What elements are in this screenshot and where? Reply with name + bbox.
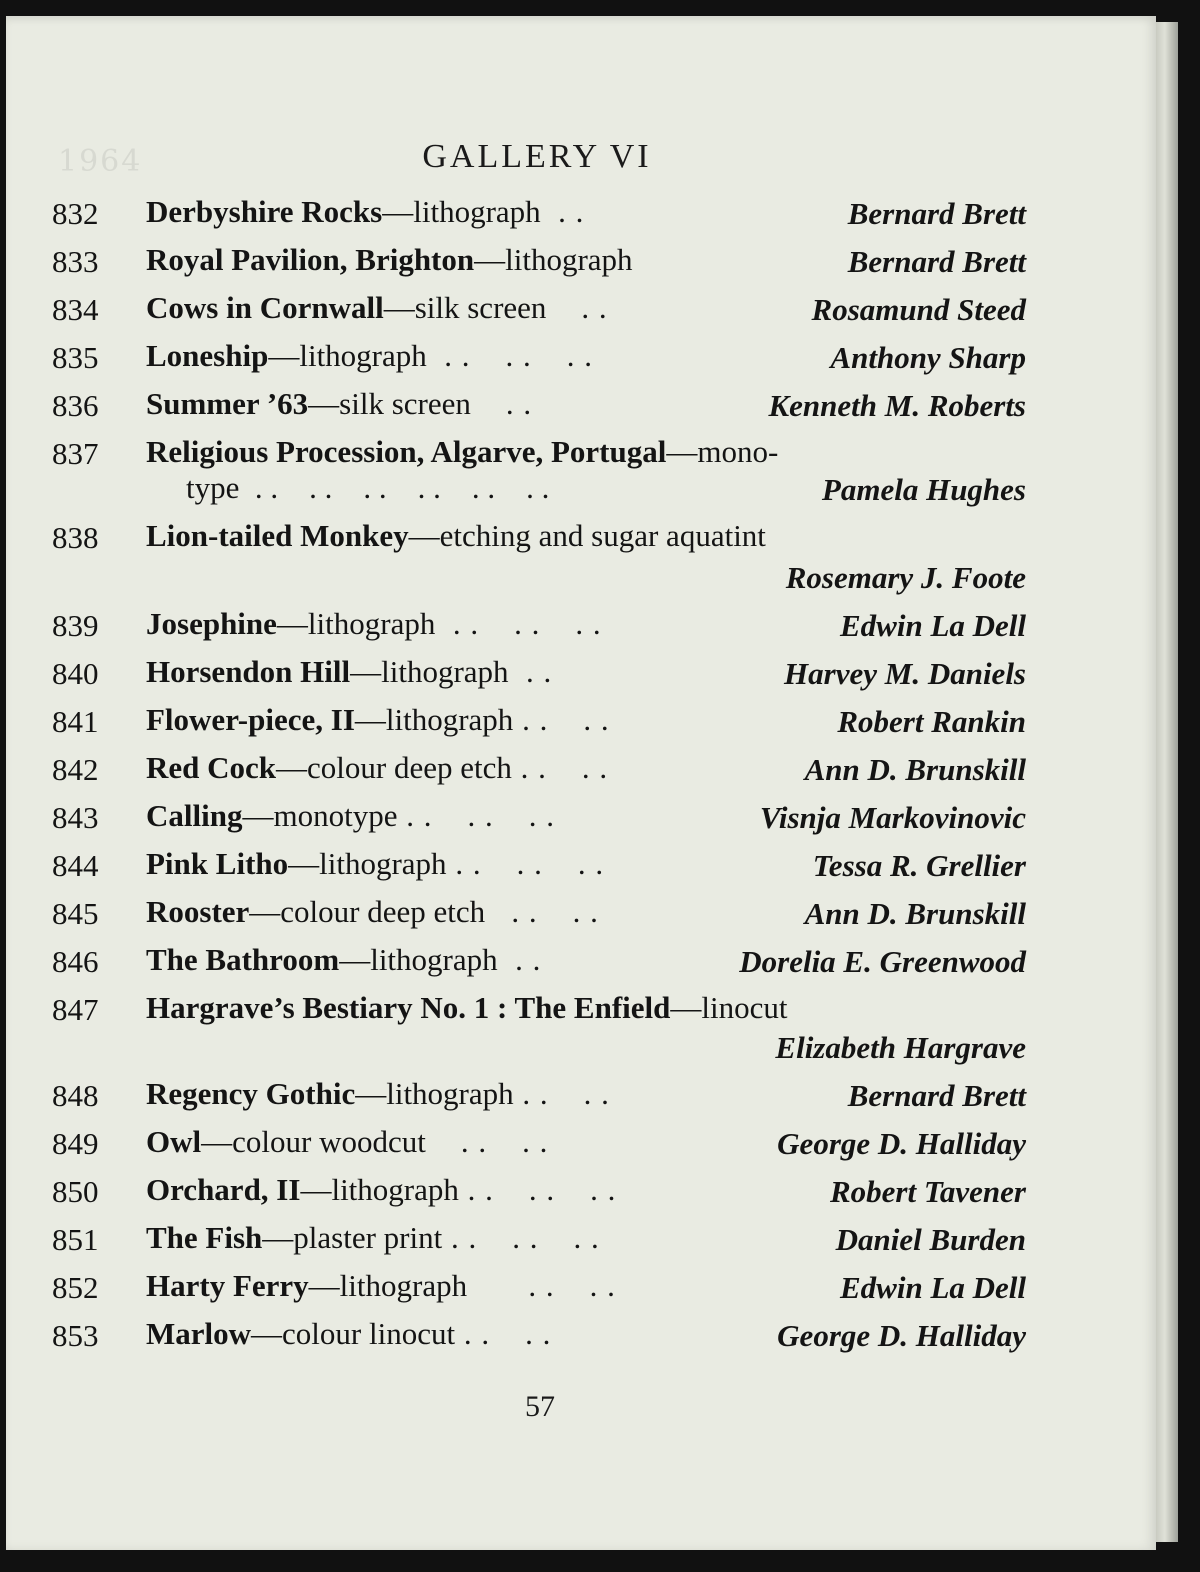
- entry-number: 841: [52, 704, 99, 739]
- entry-leaders: . . . .: [425, 1124, 549, 1159]
- bleed-through-text: 1964: [58, 144, 143, 179]
- entry-leaders: . .: [497, 942, 542, 977]
- entry-number: 842: [52, 752, 99, 787]
- entry-number: 849: [52, 1126, 99, 1161]
- entry-number: 840: [52, 656, 99, 691]
- catalogue-entry: [52, 1076, 1026, 1124]
- entry-number: 847: [52, 992, 99, 1027]
- entry-medium: —colour deep etch: [249, 894, 486, 929]
- entry-leaders: . .: [508, 654, 553, 689]
- catalogue-entry: [52, 518, 1026, 606]
- catalogue-entry: [52, 606, 1026, 654]
- entry-artist: Tessa R. Grellier: [812, 848, 1026, 883]
- entry-artist: Rosemary J. Foote: [785, 560, 1026, 595]
- entry-artist: Ann D. Brunskill: [804, 896, 1026, 931]
- catalogue-entry: [52, 290, 1026, 338]
- entry-medium: —lithograph: [474, 242, 633, 277]
- entry-medium: —plaster print: [262, 1220, 443, 1255]
- entry-title: Loneship: [146, 338, 269, 373]
- entry-medium: —lithograph: [308, 1268, 468, 1303]
- entry-leaders: . . . .: [467, 1268, 616, 1303]
- entry-title: Josephine: [146, 606, 277, 641]
- entry-number: 845: [52, 896, 99, 931]
- catalogue-entry: [52, 1220, 1026, 1268]
- catalogue-entry: [52, 338, 1026, 386]
- entry-number: 843: [52, 800, 99, 835]
- entry-leaders: . . . .: [455, 1316, 552, 1351]
- entry-number: 837: [52, 436, 99, 471]
- entry-artist: Edwin La Dell: [839, 1270, 1026, 1305]
- entry-artist: Daniel Burden: [835, 1222, 1026, 1257]
- entry-artist: Ann D. Brunskill: [804, 752, 1026, 787]
- entry-number: 848: [52, 1078, 99, 1113]
- entry-continuation: type . . . . . . . . . . . .: [186, 470, 550, 505]
- entry-leaders: . .: [546, 290, 608, 325]
- entry-number: 851: [52, 1222, 99, 1257]
- entry-artist: George D. Halliday: [777, 1126, 1026, 1161]
- entry-medium: —silk screen: [383, 290, 547, 325]
- entry-title: Derbyshire Rocks: [146, 194, 383, 229]
- catalogue-entry: [52, 1124, 1026, 1172]
- entry-title: Marlow: [146, 1316, 252, 1351]
- entry-artist: Elizabeth Hargrave: [775, 1030, 1026, 1065]
- entry-title: Rooster: [146, 894, 250, 929]
- entry-leaders: . .: [470, 386, 533, 421]
- entry-medium: —silk screen: [308, 386, 471, 421]
- catalogue-entry: [52, 894, 1026, 942]
- entry-artist: Visnja Markovinovic: [759, 800, 1026, 835]
- entry-medium: —lithograph: [354, 702, 514, 737]
- entry-medium: —colour woodcut: [201, 1124, 426, 1159]
- entry-title: Hargrave’s Bestiary No. 1 : The Enfield: [146, 990, 671, 1025]
- entry-leaders: . . . . . .: [426, 338, 594, 373]
- entry-artist: Bernard Brett: [847, 196, 1026, 231]
- entry-number: 844: [52, 848, 99, 883]
- catalogue-entry: [52, 1316, 1026, 1364]
- entry-title: Harty Ferry: [146, 1268, 309, 1303]
- entry-leaders: . . . .: [513, 702, 610, 737]
- entry-artist: Robert Rankin: [837, 704, 1026, 739]
- entry-title: Red Cock: [146, 750, 277, 785]
- page-edge: [1156, 22, 1178, 1542]
- entry-number: 838: [52, 520, 99, 555]
- gallery-heading: GALLERY VI: [422, 138, 652, 175]
- entry-title: Religious Procession, Algarve, Portugal: [146, 434, 667, 469]
- entry-title: The Fish: [146, 1220, 263, 1255]
- entry-title: Owl: [146, 1124, 202, 1159]
- entry-leaders: . . . . . .: [458, 1172, 617, 1207]
- entry-medium: —linocut: [670, 990, 788, 1025]
- entry-title: Cows in Cornwall: [146, 290, 384, 325]
- entry-artist: Anthony Sharp: [830, 340, 1026, 375]
- entry-leaders: . . . . . .: [435, 606, 602, 641]
- entry-title: Pink Litho: [146, 846, 289, 881]
- entry-artist: Robert Tavener: [829, 1174, 1026, 1209]
- entry-medium: —lithograph: [382, 194, 541, 229]
- entry-artist: Bernard Brett: [847, 1078, 1026, 1113]
- catalogue-entry: [52, 798, 1026, 846]
- entry-number: 853: [52, 1318, 99, 1353]
- entry-medium: —lithograph: [268, 338, 427, 373]
- entry-leaders: . . . .: [511, 750, 609, 785]
- entry-medium: —colour linocut: [251, 1316, 456, 1351]
- entry-title: The Bathroom: [146, 942, 340, 977]
- entry-number: 834: [52, 292, 99, 327]
- entry-title: Calling: [146, 798, 243, 833]
- entry-artist: Kenneth M. Roberts: [768, 388, 1026, 423]
- entry-title: Orchard, II: [146, 1172, 301, 1207]
- entry-title: Regency Gothic: [146, 1076, 356, 1111]
- entry-medium: —lithograph: [288, 846, 447, 881]
- entry-medium: —mono-: [666, 434, 779, 469]
- entry-leaders: . . . .: [513, 1076, 610, 1111]
- entry-artist: Edwin La Dell: [839, 608, 1026, 643]
- entry-artist: Pamela Hughes: [821, 472, 1026, 507]
- entry-number: 850: [52, 1174, 99, 1209]
- entry-title: Summer ’63: [146, 386, 309, 421]
- entry-number: 846: [52, 944, 99, 979]
- catalogue-entry: [52, 434, 1026, 518]
- entry-number: 835: [52, 340, 99, 375]
- entry-number: 839: [52, 608, 99, 643]
- entry-number: 852: [52, 1270, 99, 1305]
- book-page: [6, 16, 1156, 1550]
- entry-number: 832: [52, 196, 99, 231]
- entry-medium: —lithograph: [355, 1076, 514, 1111]
- entry-artist: Bernard Brett: [847, 244, 1026, 279]
- entry-artist: Harvey M. Daniels: [784, 656, 1026, 691]
- catalogue-entry: [52, 702, 1026, 750]
- entry-medium: —lithograph: [339, 942, 498, 977]
- entry-medium: —lithograph: [350, 654, 509, 689]
- catalogue-entry: [52, 1172, 1026, 1220]
- entry-medium: —lithograph: [276, 606, 436, 641]
- entry-title: Lion-tailed Monkey: [146, 518, 409, 553]
- entry-medium: —lithograph: [300, 1172, 459, 1207]
- entry-leaders: . . . . . .: [442, 1220, 600, 1255]
- catalogue-entry: [52, 990, 1026, 1076]
- catalogue-entry: [52, 846, 1026, 894]
- entry-artist: Dorelia E. Greenwood: [739, 944, 1026, 979]
- catalogue-entry: [52, 942, 1026, 990]
- entry-title: Royal Pavilion, Brighton: [146, 242, 475, 277]
- entry-medium: —colour deep etch: [276, 750, 512, 785]
- entry-number: 836: [52, 388, 99, 423]
- entry-number: 833: [52, 244, 99, 279]
- entry-artist: Rosamund Steed: [811, 292, 1026, 327]
- catalogue-entry: [52, 654, 1026, 702]
- entry-title: Flower-piece, II: [146, 702, 355, 737]
- entry-leaders: . .: [540, 194, 585, 229]
- catalogue-entry: [52, 386, 1026, 434]
- catalogue-entry: [52, 1268, 1026, 1316]
- catalogue-entry: [52, 242, 1026, 290]
- catalogue-entry: [52, 750, 1026, 798]
- entry-title: Horsendon Hill: [146, 654, 351, 689]
- entry-medium: —monotype: [242, 798, 398, 833]
- entry-medium: —etching and sugar aquatint: [408, 518, 766, 553]
- entry-artist: George D. Halliday: [777, 1318, 1026, 1353]
- entry-leaders: . . . . . .: [446, 846, 605, 881]
- entry-leaders: . . . . . .: [397, 798, 555, 833]
- catalogue-entry: [52, 194, 1026, 242]
- entry-leaders: . . . .: [485, 894, 599, 929]
- page-number: 57: [525, 1390, 555, 1423]
